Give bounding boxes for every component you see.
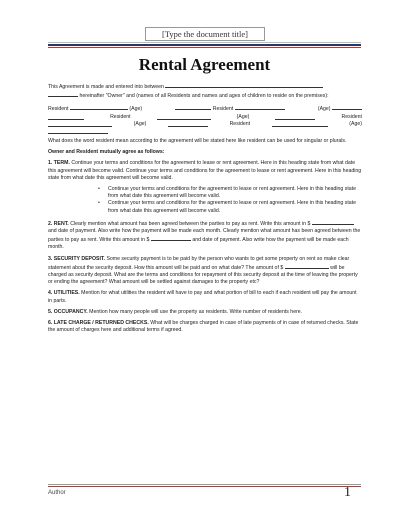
resident-row — [48, 114, 362, 121]
age-label: (Age) — [349, 120, 362, 127]
resident-row — [48, 104, 362, 113]
term-bullet-list — [48, 186, 362, 215]
resident-row — [48, 121, 362, 128]
resident-label: Resident — [229, 120, 251, 127]
security-text-b: will be charged as security deposit. What are the terms and conditions for repayment of this security deposit at the time of leaving the property or ending the agreement? What amount will be settled against damages to the property etc? — [48, 264, 358, 286]
intro-line-2: hereinafter "Owner" and (names of all Residents and names and ages of children to reside on the premises): — [79, 93, 329, 100]
age-label: (Age) — [236, 113, 250, 120]
header-rule-blue — [48, 44, 361, 46]
rent-text-c: and date of payment. Also write how the payment will be made each month. — [48, 237, 349, 251]
document-body — [48, 82, 362, 338]
resident-name-blank[interactable] — [48, 114, 84, 120]
age-label: (Age) — [129, 106, 143, 113]
footer-author[interactable]: Author — [48, 490, 66, 496]
resident-name-blank[interactable] — [272, 121, 328, 127]
residents-block — [48, 104, 362, 134]
resident-name-blank[interactable] — [157, 114, 211, 120]
resident-label: Resident — [212, 106, 234, 113]
occupancy-label: 5. OCCUPANCY. — [48, 308, 88, 315]
resident-label: Resident — [110, 113, 131, 120]
occupancy-section — [48, 309, 362, 316]
page-number: 1 — [344, 485, 351, 500]
list-item — [48, 186, 362, 200]
resident-label: Resident — [48, 106, 69, 113]
resident-label: Resident — [341, 113, 362, 120]
document-title-placeholder[interactable]: [Type the document title] — [145, 27, 265, 41]
rent-section — [48, 219, 362, 252]
bullet-text: Continue your terms and conditions for the agreement to lease or rent agreement. Here in this heading state from what date this agreement will become valid. — [108, 186, 356, 200]
security-text-a: Some security payment is to be paid by the person who wants to get some property on rent so make clear statement about the security deposit. How this amount will be paid and on what date? The amount of $ — [48, 255, 350, 271]
late-charge-label: 6. LATE CHARGE / RETURNED CHECKS. — [48, 320, 149, 327]
agree-line: Owner and Resident mutually agree as follows: — [48, 149, 165, 156]
term-section — [48, 160, 362, 182]
occupancy-text: Mention how many people will use the property as residents. Write number of residents here. — [89, 308, 303, 315]
rent-label: 2. RENT. — [48, 220, 69, 227]
age-blank[interactable] — [168, 121, 208, 127]
rent-amount-blank-2[interactable] — [151, 235, 191, 241]
bullet-text: Continue your terms and conditions for the agreement to lease or rent agreement. Here in this heading state from what date this agreement will become valid. — [108, 200, 356, 214]
owner-blank[interactable] — [165, 82, 323, 88]
resident-name-blank[interactable] — [235, 104, 285, 110]
list-item — [48, 200, 362, 214]
header-rule-red — [48, 47, 361, 48]
resident-row — [48, 128, 362, 134]
security-section — [48, 256, 362, 287]
security-label: 3. SECURITY DEPOSIT. — [48, 255, 105, 262]
footer-rule — [48, 484, 361, 485]
rent-text-b: and date of payment. Also write how the payment will be made each month. Clearly mention what amount has been agreed between the parties to pay as rent. Write this amount in $ — [48, 228, 361, 244]
late-charge-text: What will be charges charged in case of late payments of in case of returned checks. State the amount of charges here and additional terms if agreed. — [48, 320, 359, 334]
security-amount-blank[interactable] — [285, 263, 329, 269]
rent-text-a: Clearly mention what amount has been agreed between the parties to pay as rent. Write this amount in $ — [70, 220, 311, 227]
utilities-label: 4. UTILITIES. — [48, 290, 80, 297]
late-charge-section — [48, 320, 362, 334]
age-blank[interactable] — [275, 114, 315, 120]
age-blank[interactable] — [48, 128, 108, 134]
owner-blank-2[interactable] — [48, 91, 78, 97]
intro-line-1: This Agreement is made and entered into between — [48, 84, 164, 90]
bullet-icon: • — [98, 200, 100, 207]
utilities-section — [48, 290, 362, 304]
header-rule-thin — [48, 42, 361, 43]
age-blank[interactable] — [332, 104, 362, 110]
age-blank[interactable] — [175, 104, 211, 110]
term-label: 1. TERM. — [48, 160, 70, 167]
footer-rule-red — [48, 486, 361, 487]
age-label: (Age) — [317, 106, 331, 113]
rent-amount-blank[interactable] — [312, 219, 354, 225]
intro-paragraph — [48, 82, 362, 100]
resident-note: What does the word resident mean according to the agreement will be stated here like resident can be used for singular or plurals. — [48, 138, 347, 145]
term-text: Continue your terms and conditions for the agreement to lease or rent agreement. Here in this heading state from what date this agreement will become valid. Continue your terms and conditions for the agreement to lease or rent agreement. Here in this heading state from what date this agreement will become valid. — [48, 160, 362, 181]
resident-name-blank[interactable] — [70, 104, 128, 110]
utilities-text: Mention for what utilities the resident will have to pay and what portion of bill to each if each resident will pay the amount in parts. — [48, 290, 357, 304]
resident-name-blank[interactable] — [48, 121, 112, 127]
bullet-icon: • — [98, 186, 100, 193]
age-label: (Age) — [133, 120, 147, 127]
page-heading: Rental Agreement — [138, 55, 271, 74]
